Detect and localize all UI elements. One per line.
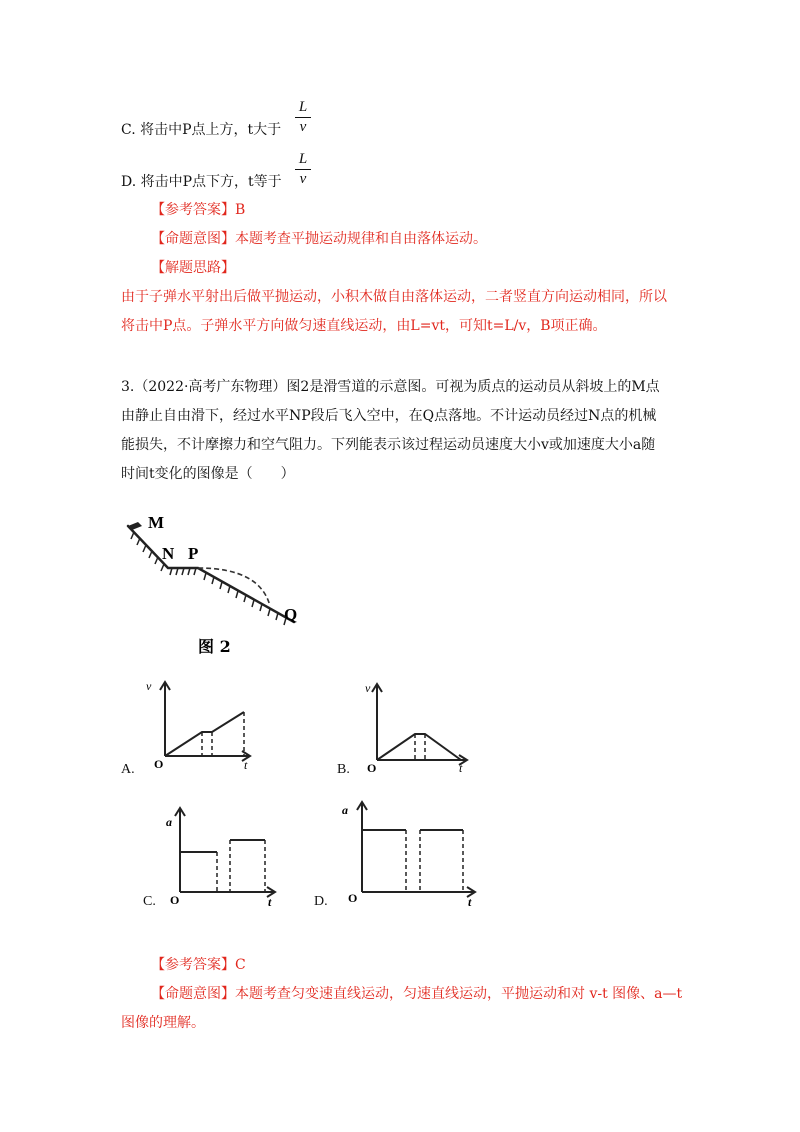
point-m-label: M <box>148 513 165 532</box>
q3-stem-line3: 能损失，不计摩擦力和空气阻力。下列能表示该过程运动员速度大小v或加速度大小a随 <box>121 437 656 453</box>
option-d-text: 将击中P点下方，t等于 <box>140 174 282 190</box>
choice-d-origin: O <box>348 891 358 905</box>
point-p-label: P <box>188 544 199 563</box>
q3-stem-line4: 时间t变化的图像是（ ） <box>121 466 295 482</box>
q2-intent: 【命题意图】本题考查平抛运动规律和自由落体运动。 <box>151 231 487 247</box>
choice-c-origin: O <box>170 893 180 907</box>
option-d-line <box>121 172 282 192</box>
q2-approach-title: 【解题思路】 <box>151 260 235 276</box>
option-d-label: D. <box>121 174 137 190</box>
q3-answer: 【参考答案】C <box>151 957 246 973</box>
choice-a-ylabel: v <box>146 679 152 693</box>
q2-explain-line2: 将击中P点。子弹水平方向做匀速直线运动，由L=vt，可知t=L/v，B项正确。 <box>121 318 607 334</box>
figure-caption: 图 2 <box>198 637 231 656</box>
choice-c-ylabel: a <box>166 815 172 829</box>
choice-b-curve <box>377 734 461 760</box>
choice-c-xlabel: t <box>268 895 272 909</box>
choice-a-xlabel: t <box>244 758 248 772</box>
slope-profile <box>128 526 294 622</box>
option-c-line <box>121 120 281 140</box>
choice-a-graph <box>140 676 265 771</box>
option-d-frac-bar <box>295 169 311 170</box>
point-n-label: N <box>162 544 175 563</box>
q2-answer: 【参考答案】B <box>151 202 246 218</box>
choice-d-graph <box>340 796 485 908</box>
choice-c-graph <box>160 800 285 908</box>
choice-b-origin: O <box>367 761 377 775</box>
q3-stem-line1: 3.（2022·高考广东物理）图2是滑雪道的示意图。可视为质点的运动员从斜坡上的M点 <box>121 379 660 395</box>
q3-intent-line2: 图像的理解。 <box>121 1015 205 1031</box>
choice-b-label: B. <box>337 762 350 777</box>
choice-a-curve <box>165 712 244 756</box>
choice-d-xlabel: t <box>468 895 472 909</box>
option-c-text: 将击中P点上方，t大于 <box>140 122 282 138</box>
ski-slope-figure <box>120 508 310 658</box>
option-c-label: C. <box>121 122 136 138</box>
choice-b-ylabel: v <box>365 681 371 695</box>
option-d-frac-den: v <box>299 171 307 187</box>
q2-explain-line1: 由于子弹水平射出后做平抛运动，小积木做自由落体运动，二者竖直方向运动相同，所以 <box>121 289 667 305</box>
q3-intent-line1: 【命题意图】本题考查匀变速直线运动，匀速直线运动，平抛运动和对 v-t 图像、a—t <box>151 986 683 1002</box>
q3-stem-line2: 由静止自由滑下，经过水平NP段后飞入空中，在Q点落地。不计运动员经过N点的机械 <box>121 408 657 424</box>
option-c-frac-num: L <box>298 99 308 115</box>
choice-a-origin: O <box>154 757 164 771</box>
choice-b-xlabel: t <box>459 761 463 775</box>
choice-b-graph <box>355 676 480 775</box>
option-c-frac-bar <box>295 117 311 118</box>
choice-d-ylabel: a <box>342 803 348 817</box>
option-d-frac-num: L <box>298 151 308 167</box>
choice-d-label: D. <box>314 894 328 909</box>
option-c-frac-den: v <box>299 119 307 135</box>
choice-c-label: C. <box>143 894 156 909</box>
choice-a-label: A. <box>121 762 135 777</box>
point-q-label: Q <box>284 605 298 624</box>
